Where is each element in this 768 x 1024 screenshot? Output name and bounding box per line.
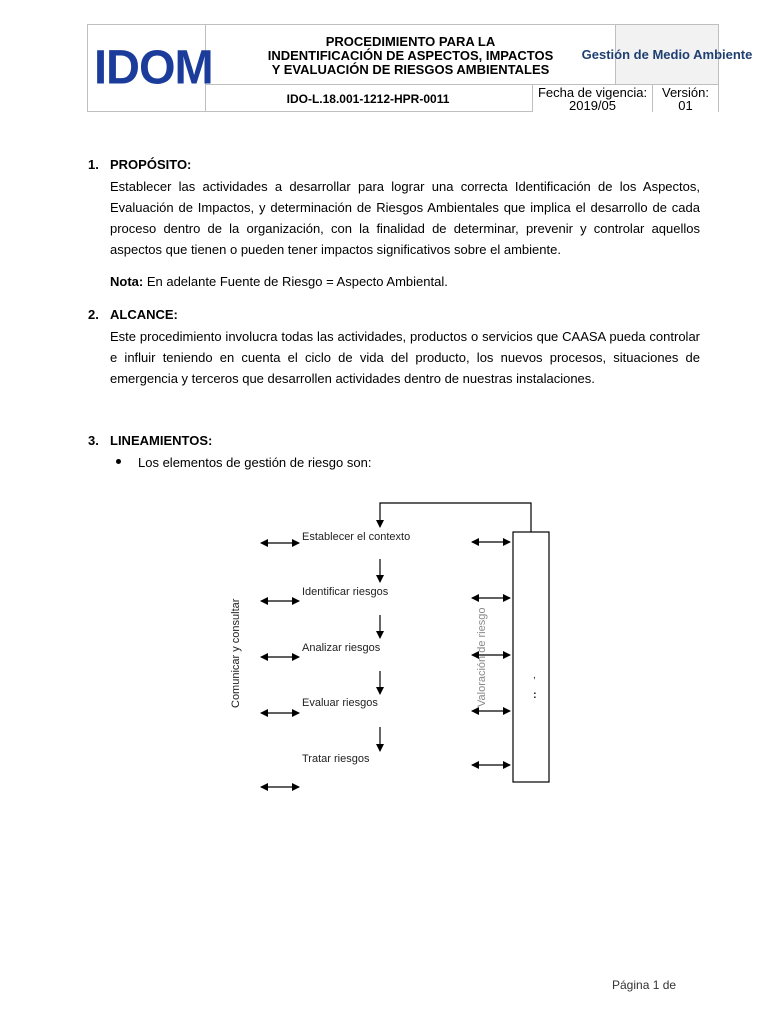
- valuation-box: [513, 532, 549, 782]
- step-identificar-riesgos: Identificar riesgos: [302, 586, 389, 598]
- version: [653, 85, 718, 112]
- step-tratar-riesgos: Tratar riesgos: [302, 753, 370, 765]
- section-title-proposito: PROPÓSITO:: [110, 157, 192, 172]
- bullet-icon: [116, 459, 121, 464]
- section-number: 1.: [88, 157, 99, 172]
- feedback-arrow: [380, 503, 531, 532]
- effective-date-value: 2019/05: [569, 98, 616, 113]
- title-line: PROCEDIMIENTO PARA LA: [325, 33, 496, 49]
- document-code-text: IDO-L.18.001-1212-HPR-0011: [286, 91, 450, 106]
- section-title-lineamientos: LINEAMIENTOS:: [110, 433, 213, 448]
- note: [110, 274, 448, 289]
- title-line: Y EVALUACIÓN DE RIESGOS AMBIENTALES: [271, 61, 550, 77]
- department-label: Gestión de Medio Ambiente: [616, 25, 718, 85]
- title-line: INDENTIFICACIÓN DE ASPECTOS, IMPACTOS: [267, 47, 554, 63]
- version-label: Versión:: [662, 85, 709, 100]
- section-number: 3.: [88, 433, 99, 448]
- left-vertical-label: Comunicar y consultar: [230, 598, 242, 708]
- effective-date-label: Fecha de vigencia:: [537, 85, 648, 100]
- version-value: 01: [678, 98, 693, 113]
- idom-logo: IDOM: [94, 39, 213, 94]
- section-number: 2.: [88, 307, 99, 322]
- risk-management-diagram: [220, 495, 560, 800]
- step-analizar-riesgos: Analizar riesgos: [302, 642, 381, 654]
- section-title-alcance: ALCANCE:: [110, 307, 178, 322]
- note-label: Nota:: [110, 274, 144, 289]
- document-header: [87, 24, 753, 113]
- box-mark: ,: [533, 670, 536, 681]
- section-paragraph-alcance: Este procedimiento involucra todas las actividades, productos o servicios que CAASA pueda controlar e influir teniendo en cuenta el ciclo de vida del producto, los nuevos procesos, situaciones de emergencia y terceros que desarrollen actividades dentro de nuestras instalaciones.: [110, 329, 700, 386]
- right-vertical-label: Valoración de riesgo: [476, 607, 488, 707]
- step-establecer-contexto: Establecer el contexto: [302, 531, 411, 543]
- effective-date: [532, 85, 653, 112]
- bullet-text: Los elementos de gestión de riesgo son:: [138, 455, 372, 470]
- document-title: [206, 25, 616, 85]
- logo-cell: [88, 25, 213, 112]
- box-mark: :: [533, 689, 537, 701]
- page-footer: Página 1 de: [612, 978, 677, 992]
- step-evaluar-riesgos: Evaluar riesgos: [302, 697, 378, 709]
- section-paragraph-proposito: Establecer las actividades a desarrollar para lograr una correcta Identificación de los Aspectos, Evaluación de Impactos, y determinación de Riesgos Ambientales que implica el desarrollo de cada proceso dentro de la organización, con la finalidad de determinar, prevenir y controlar aquellos aspectos que tienen o pueden tener impactos significativos sobre el ambiente.: [110, 179, 700, 257]
- note-text: En adelante Fuente de Riesgo = Aspecto Ambiental.: [143, 274, 448, 289]
